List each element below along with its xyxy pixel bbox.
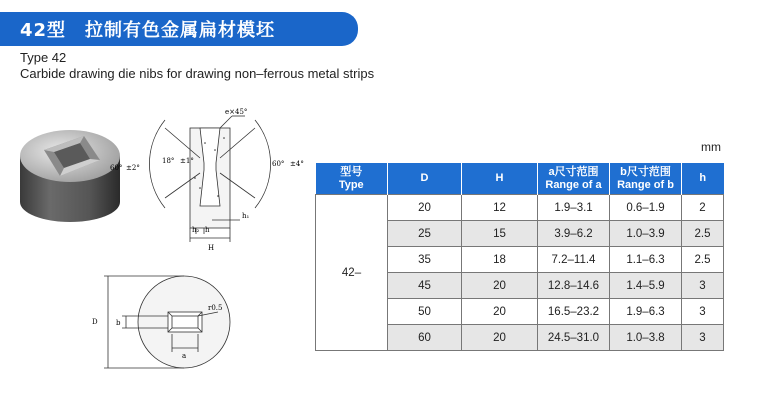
spec-table [315,163,724,351]
cell-h: 2.5 [682,247,724,273]
cell-D: 50 [388,299,462,325]
cell-H: 20 [462,273,538,299]
cell-b: 1.1–6.3 [610,247,682,273]
tol-right-label: ±4° [290,160,304,168]
cell-a: 1.9–3.1 [538,195,610,221]
cell-D: 35 [388,247,462,273]
cell-b: 1.4–5.9 [610,273,682,299]
cell-a: 12.8–14.6 [538,273,610,299]
cell-H: 20 [462,325,538,351]
cell-D: 60 [388,325,462,351]
header-D: D [388,163,462,195]
table-header-row [316,163,724,195]
header-H: H [462,163,538,195]
cell-a: 3.9–6.2 [538,221,610,247]
description-label: Carbide drawing die nibs for drawing non–ferrous metal strips [20,66,375,81]
table-row [316,195,724,221]
header-type: 型号 Type [316,163,388,195]
r-label: r0.5 [208,304,223,312]
type-cell: 42– [316,195,388,351]
header-range-a: a尺寸范围 Range of a [538,163,610,195]
D-label: D [92,318,98,326]
type-label: Type 42 [20,50,67,65]
cell-H: 20 [462,299,538,325]
unit-label: mm [701,140,721,154]
angle-right-label: 60° [272,160,285,168]
header-h: h [682,163,724,195]
cell-h: 3 [682,273,724,299]
cell-a: 7.2–11.4 [538,247,610,273]
cell-H: 18 [462,247,538,273]
header-range-b: b尺寸范围 Range of b [610,163,682,195]
tol-inner-label: ±1° [180,157,194,165]
cell-H: 12 [462,195,538,221]
angle-inner-label: 18° [162,157,175,165]
cell-H: 15 [462,221,538,247]
cell-h: 3 [682,299,724,325]
cell-h: 2 [682,195,724,221]
cell-D: 45 [388,273,462,299]
h-label: h [205,226,210,234]
cell-b: 1.0–3.9 [610,221,682,247]
chamfer-label: e×45° [225,108,248,116]
cell-h: 2.5 [682,221,724,247]
cross-section-drawing [100,108,310,258]
cell-a: 16.5–23.2 [538,299,610,325]
cell-h: 3 [682,325,724,351]
cell-a: 24.5–31.0 [538,325,610,351]
cell-b: 1.9–6.3 [610,299,682,325]
angle-left-label: 60° [110,164,123,172]
a-label: a [182,352,187,360]
cell-D: 20 [388,195,462,221]
page-title: 42型 拉制有色金属扁材模坯 [20,20,276,41]
top-view-drawing [88,272,298,372]
h2-label: h₂ [192,226,200,234]
tol-left-label: ±2° [126,164,140,172]
b-label: b [116,319,121,327]
H-label: H [208,244,215,252]
cell-b: 0.6–1.9 [610,195,682,221]
cell-D: 25 [388,221,462,247]
cell-b: 1.0–3.8 [610,325,682,351]
h1-label: h₁ [242,212,250,220]
